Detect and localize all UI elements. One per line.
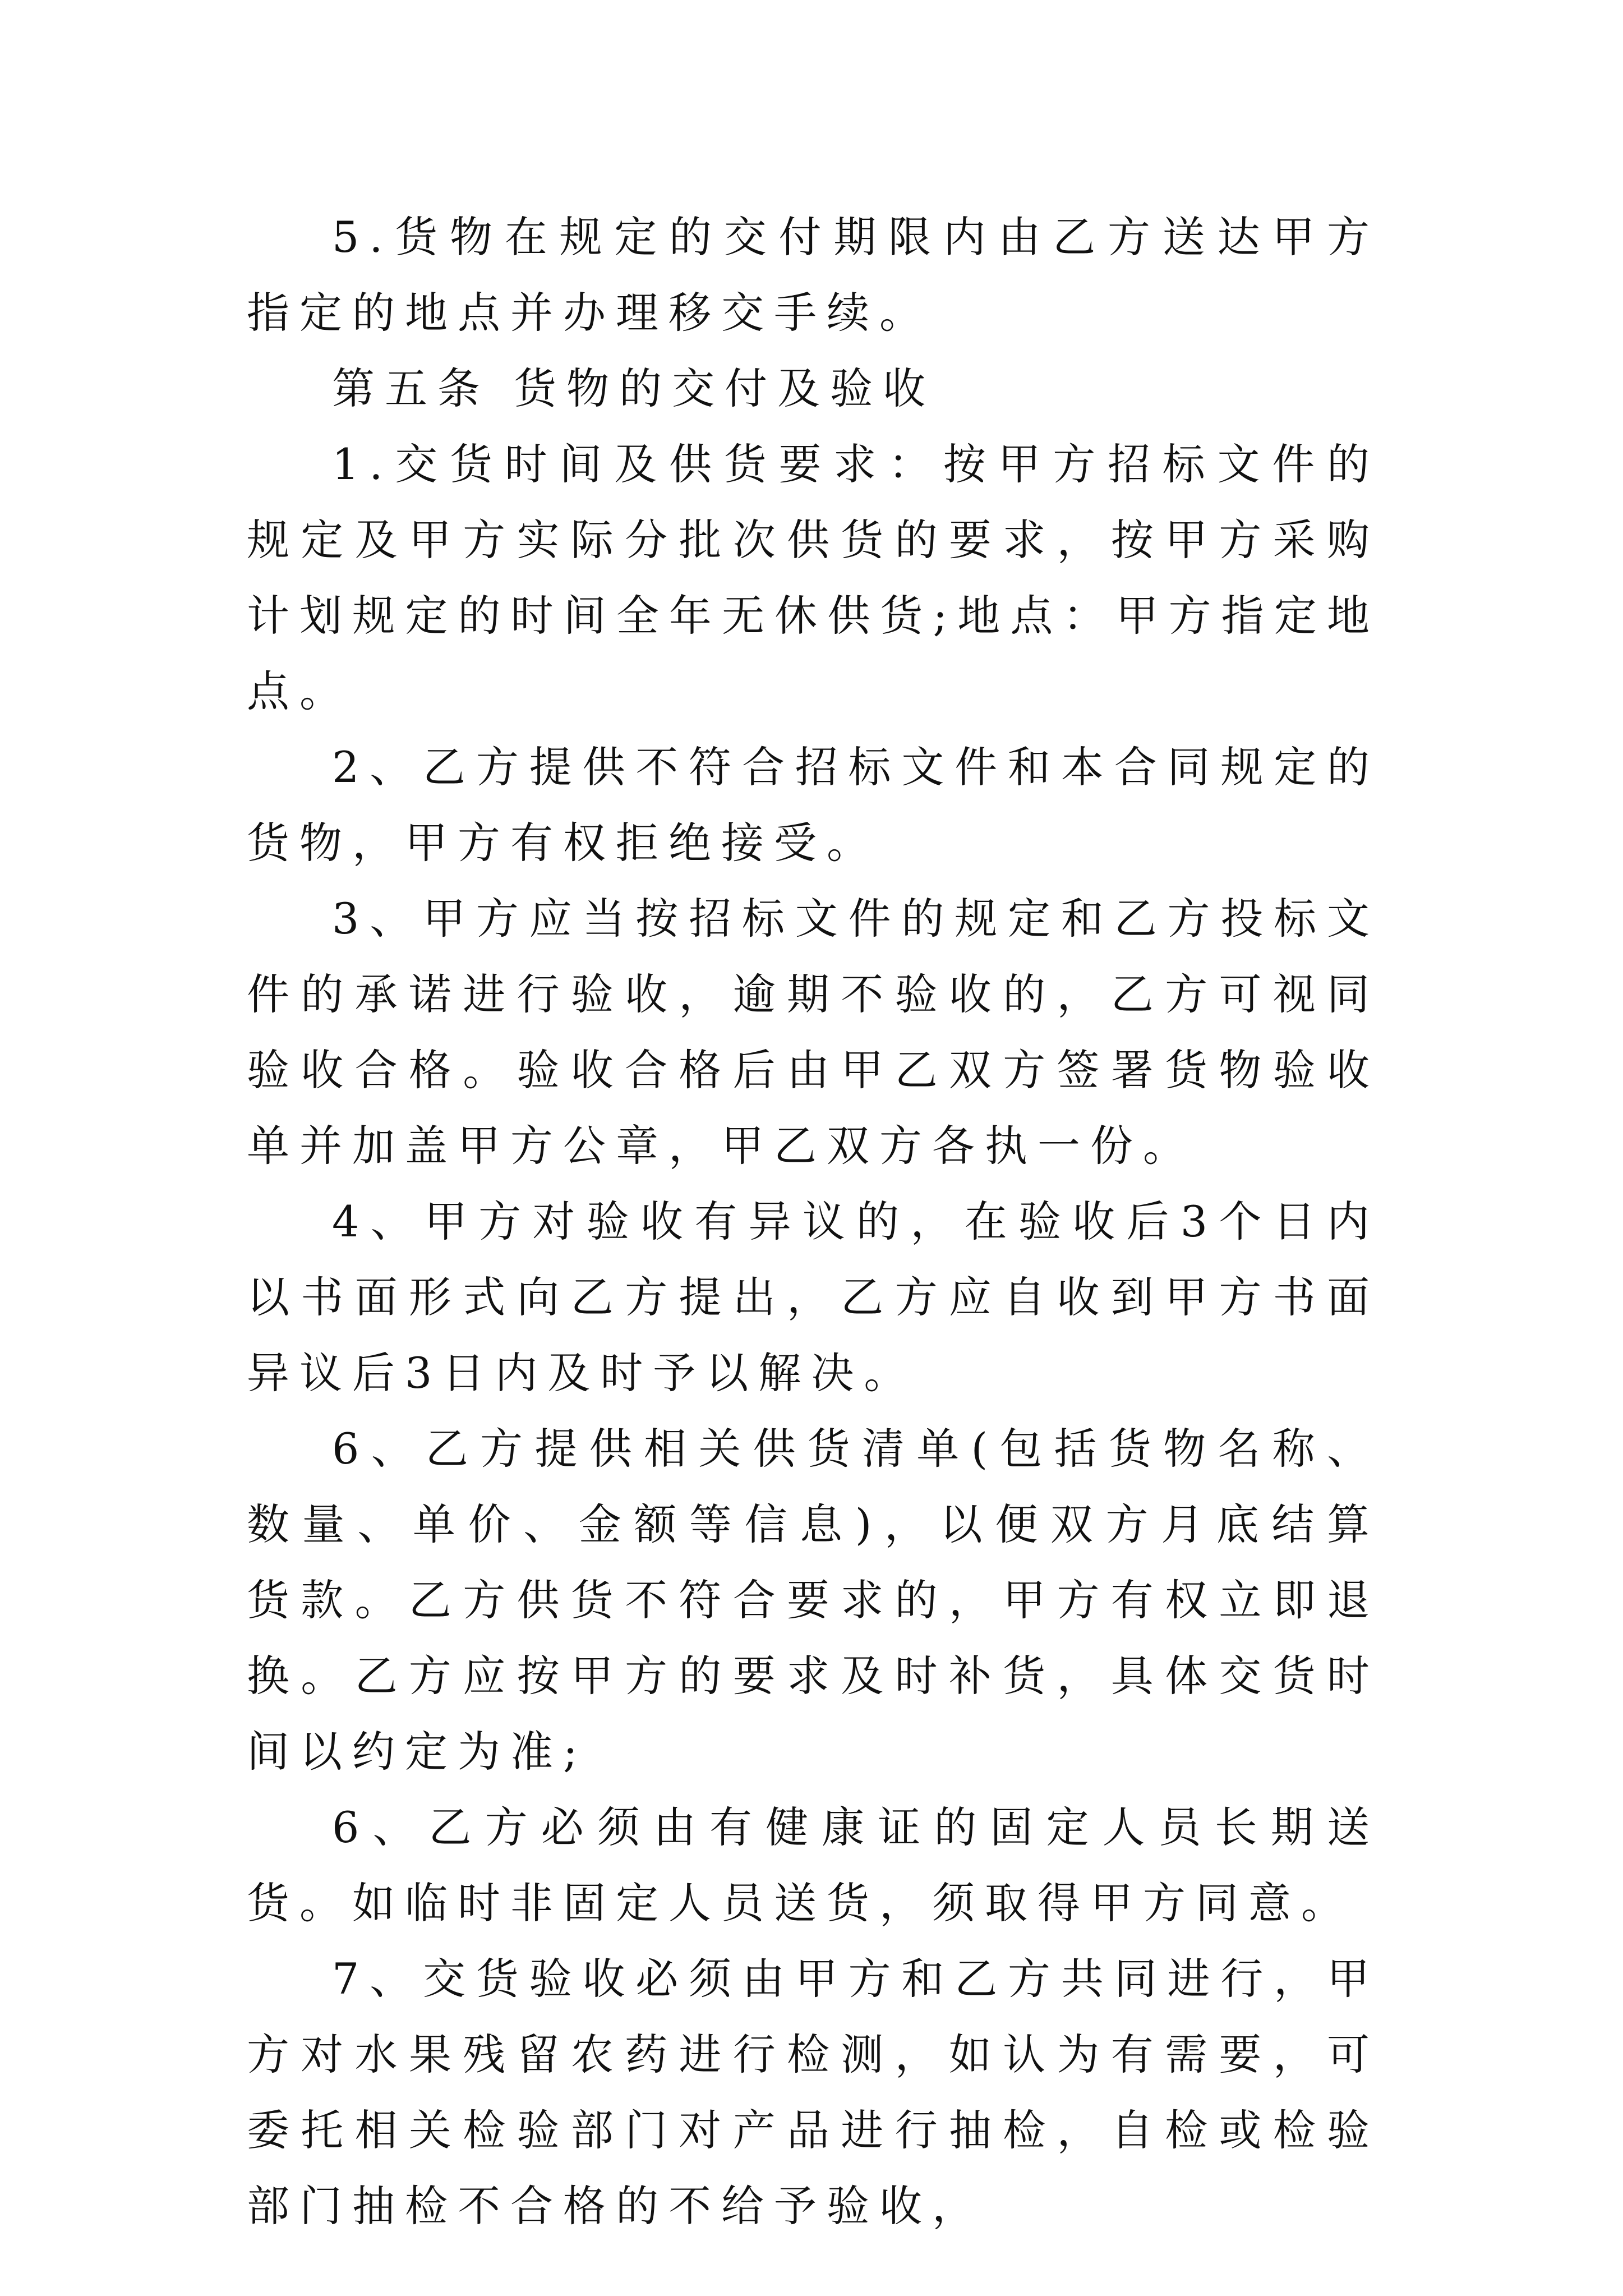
paragraph-item-5-delivery: 5.货物在规定的交付期限内由乙方送达甲方指定的地点并办理移交手续。	[247, 212, 1380, 338]
paragraph-item-7-joint-inspection: 7、交货验收必须由甲方和乙方共同进行，甲方对水果残留农药进行检测，如认为有需要，可委托相关检验部门对产品进行抽检，自检或检验部门抽检不合格的不给予验收，	[247, 1954, 1380, 2231]
paragraph-item-2-reject-goods: 2、乙方提供不符合招标文件和本合同规定的货物，甲方有权拒绝接受。	[247, 742, 1380, 868]
paragraph-item-4-objection: 4、甲方对验收有异议的，在验收后3个日内以书面形式向乙方提出，乙方应自收到甲方书面异议后3日内及时予以解决。	[247, 1197, 1380, 1398]
paragraph-item-3-acceptance: 3、甲方应当按招标文件的规定和乙方投标文件的承诺进行验收，逾期不验收的，乙方可视同验收合格。验收合格后由甲乙双方签署货物验收单并加盖甲方公章，甲乙双方各执一份。	[247, 894, 1380, 1171]
document-body	[247, 199, 1380, 2244]
paragraph-item-6-supply-list: 6、乙方提供相关供货清单(包括货物名称、数量、单价、金额等信息)，以便双方月底结算货款。乙方供货不符合要求的，甲方有权立即退换。乙方应按甲方的要求及时补货，具体交货时间以约定为准;	[247, 1424, 1380, 1777]
section-heading-article-5: 第五条 货物的交付及验收	[332, 364, 936, 413]
paragraph-item-1-delivery-time: 1.交货时间及供货要求：按甲方招标文件的规定及甲方实际分批次供货的要求，按甲方采购计划规定的时间全年无休供货;地点：甲方指定地点。	[247, 439, 1380, 716]
paragraph-item-6-health-certificate: 6、乙方必须由有健康证的固定人员长期送货。如临时非固定人员送货，须取得甲方同意。	[247, 1802, 1380, 1928]
